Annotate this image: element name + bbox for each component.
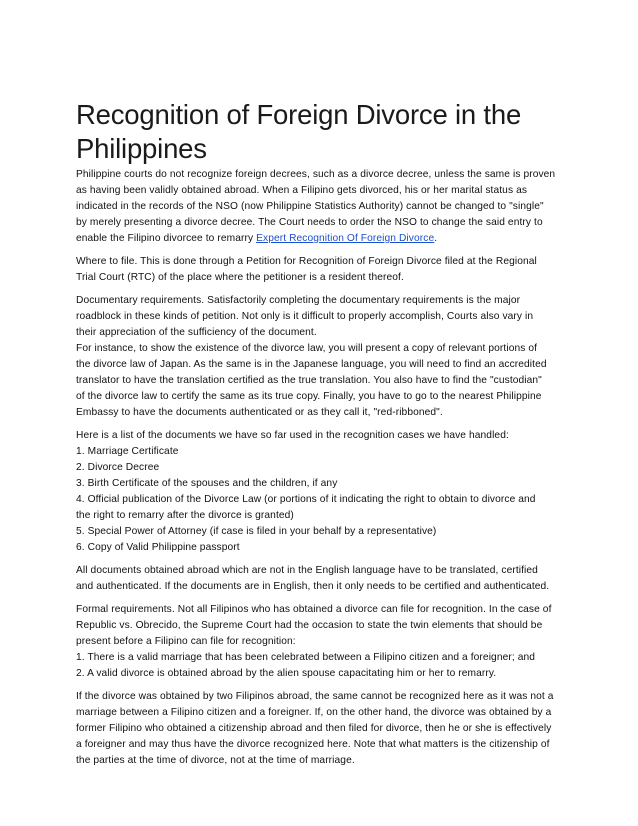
text-line: and authenticated. If the documents are in English, then it only needs to be certified and authenticated.	[76, 581, 550, 592]
paragraph-where-to-file	[76, 254, 564, 286]
text-line: indicated in the records of the NSO (now Philippine Statistics Authority) cannot be changed to "single"	[76, 201, 544, 212]
page-title	[76, 98, 564, 166]
text-fragment: enable the Filipino divorcee to remarry	[76, 233, 257, 244]
list-item: 2. A valid divorce is obtained abroad by the alien spouse capacitating him or her to remarry.	[76, 668, 497, 679]
paragraph-document-list	[76, 428, 564, 556]
text-fragment: .	[434, 233, 438, 244]
text-line: Documentary requirements. Satisfactorily completing the documentary requirements is the major	[76, 295, 521, 306]
expert-recognition-link[interactable]: Expert Recognition Of Foreign Divorce	[256, 233, 435, 244]
paragraph-translation	[76, 563, 564, 595]
text-line: Embassy to have the documents authenticated or as they call it, "red-ribboned".	[76, 407, 443, 418]
text-line: Here is a list of the documents we have so far used in the recognition cases we have handled:	[76, 430, 509, 441]
title-line: Philippines	[76, 133, 207, 164]
list-item: 1. Marriage Certificate	[76, 446, 179, 457]
text-line: Philippine courts do not recognize foreign decrees, such as a divorce decree, unless the same is proven	[76, 169, 556, 180]
list-item: 2. Divorce Decree	[76, 462, 160, 473]
text-line: All documents obtained abroad which are not in the English language have to be translated, certified	[76, 565, 538, 576]
text-line: former Filipino who obtained a citizenship abroad and then filed for divorce, then he or she is effectively	[76, 723, 552, 734]
paragraph-intro	[76, 167, 564, 247]
text-line: their appreciation of the sufficiency of the document.	[76, 327, 317, 338]
list-item: 5. Special Power of Attorney (if case is filed in your behalf by a representative)	[76, 526, 437, 537]
text-line	[76, 231, 564, 247]
text-line: Formal requirements. Not all Filipinos who has obtained a divorce can file for recognition. In the case of	[76, 604, 552, 615]
document-page	[76, 98, 564, 776]
text-line: by merely presenting a divorce decree. The Court needs to order the NSO to change the said entry to	[76, 217, 543, 228]
list-item: 6. Copy of Valid Philippine passport	[76, 542, 240, 553]
text-line: If the divorce was obtained by two Filipinos abroad, the same cannot be recognized here as it was not a	[76, 691, 554, 702]
list-item: 1. There is a valid marriage that has been celebrated between a Filipino citizen and a foreigner; and	[76, 652, 536, 663]
list-item: 4. Official publication of the Divorce Law (or portions of it indicating the right to obtain to divorce and	[76, 494, 536, 505]
text-line: For instance, to show the existence of the divorce law, you will present a copy of relevant portions of	[76, 343, 538, 354]
list-item: 3. Birth Certificate of the spouses and the children, if any	[76, 478, 338, 489]
text-line: of the divorce law to certify the same as its true copy. Finally, you have to go to the nearest Philippine	[76, 391, 542, 402]
text-line: roadblock in these kinds of petition. Not only is it difficult to properly accomplish, Courts also vary in	[76, 311, 534, 322]
text-line: Trial Court (RTC) of the place where the petitioner is a resident thereof.	[76, 272, 404, 283]
text-line: the parties at the time of divorce, not at the time of marriage.	[76, 755, 355, 766]
text-line: the divorce law of Japan. As the same is in the Japanese language, you will need to find an accredited	[76, 359, 547, 370]
text-line: as having been validly obtained abroad. When a Filipino gets divorced, his or her marital status as	[76, 185, 528, 196]
paragraph-documentary-requirements	[76, 293, 564, 421]
title-line: Recognition of Foreign Divorce in the	[76, 99, 522, 130]
text-line: translator to have the translation certified as the true translation. You also have to find the "custodian"	[76, 375, 542, 386]
paragraph-formal-requirements	[76, 602, 564, 682]
list-item: the right to remarry after the divorce is granted)	[76, 510, 294, 521]
text-line: Where to file. This is done through a Petition for Recognition of Foreign Divorce filed at the Regional	[76, 256, 537, 267]
text-line: present before a Filipino can file for recognition:	[76, 636, 296, 647]
paragraph-citizenship	[76, 689, 564, 769]
text-line: Republic vs. Obrecido, the Supreme Court had the occasion to state the twin elements that should be	[76, 620, 543, 631]
text-line: marriage between a Filipino citizen and a foreigner. If, on the other hand, the divorce was obtained by a	[76, 707, 552, 718]
text-line: a foreigner and may thus have the divorce recognized here. Note that what matters is the citizenship of	[76, 739, 550, 750]
